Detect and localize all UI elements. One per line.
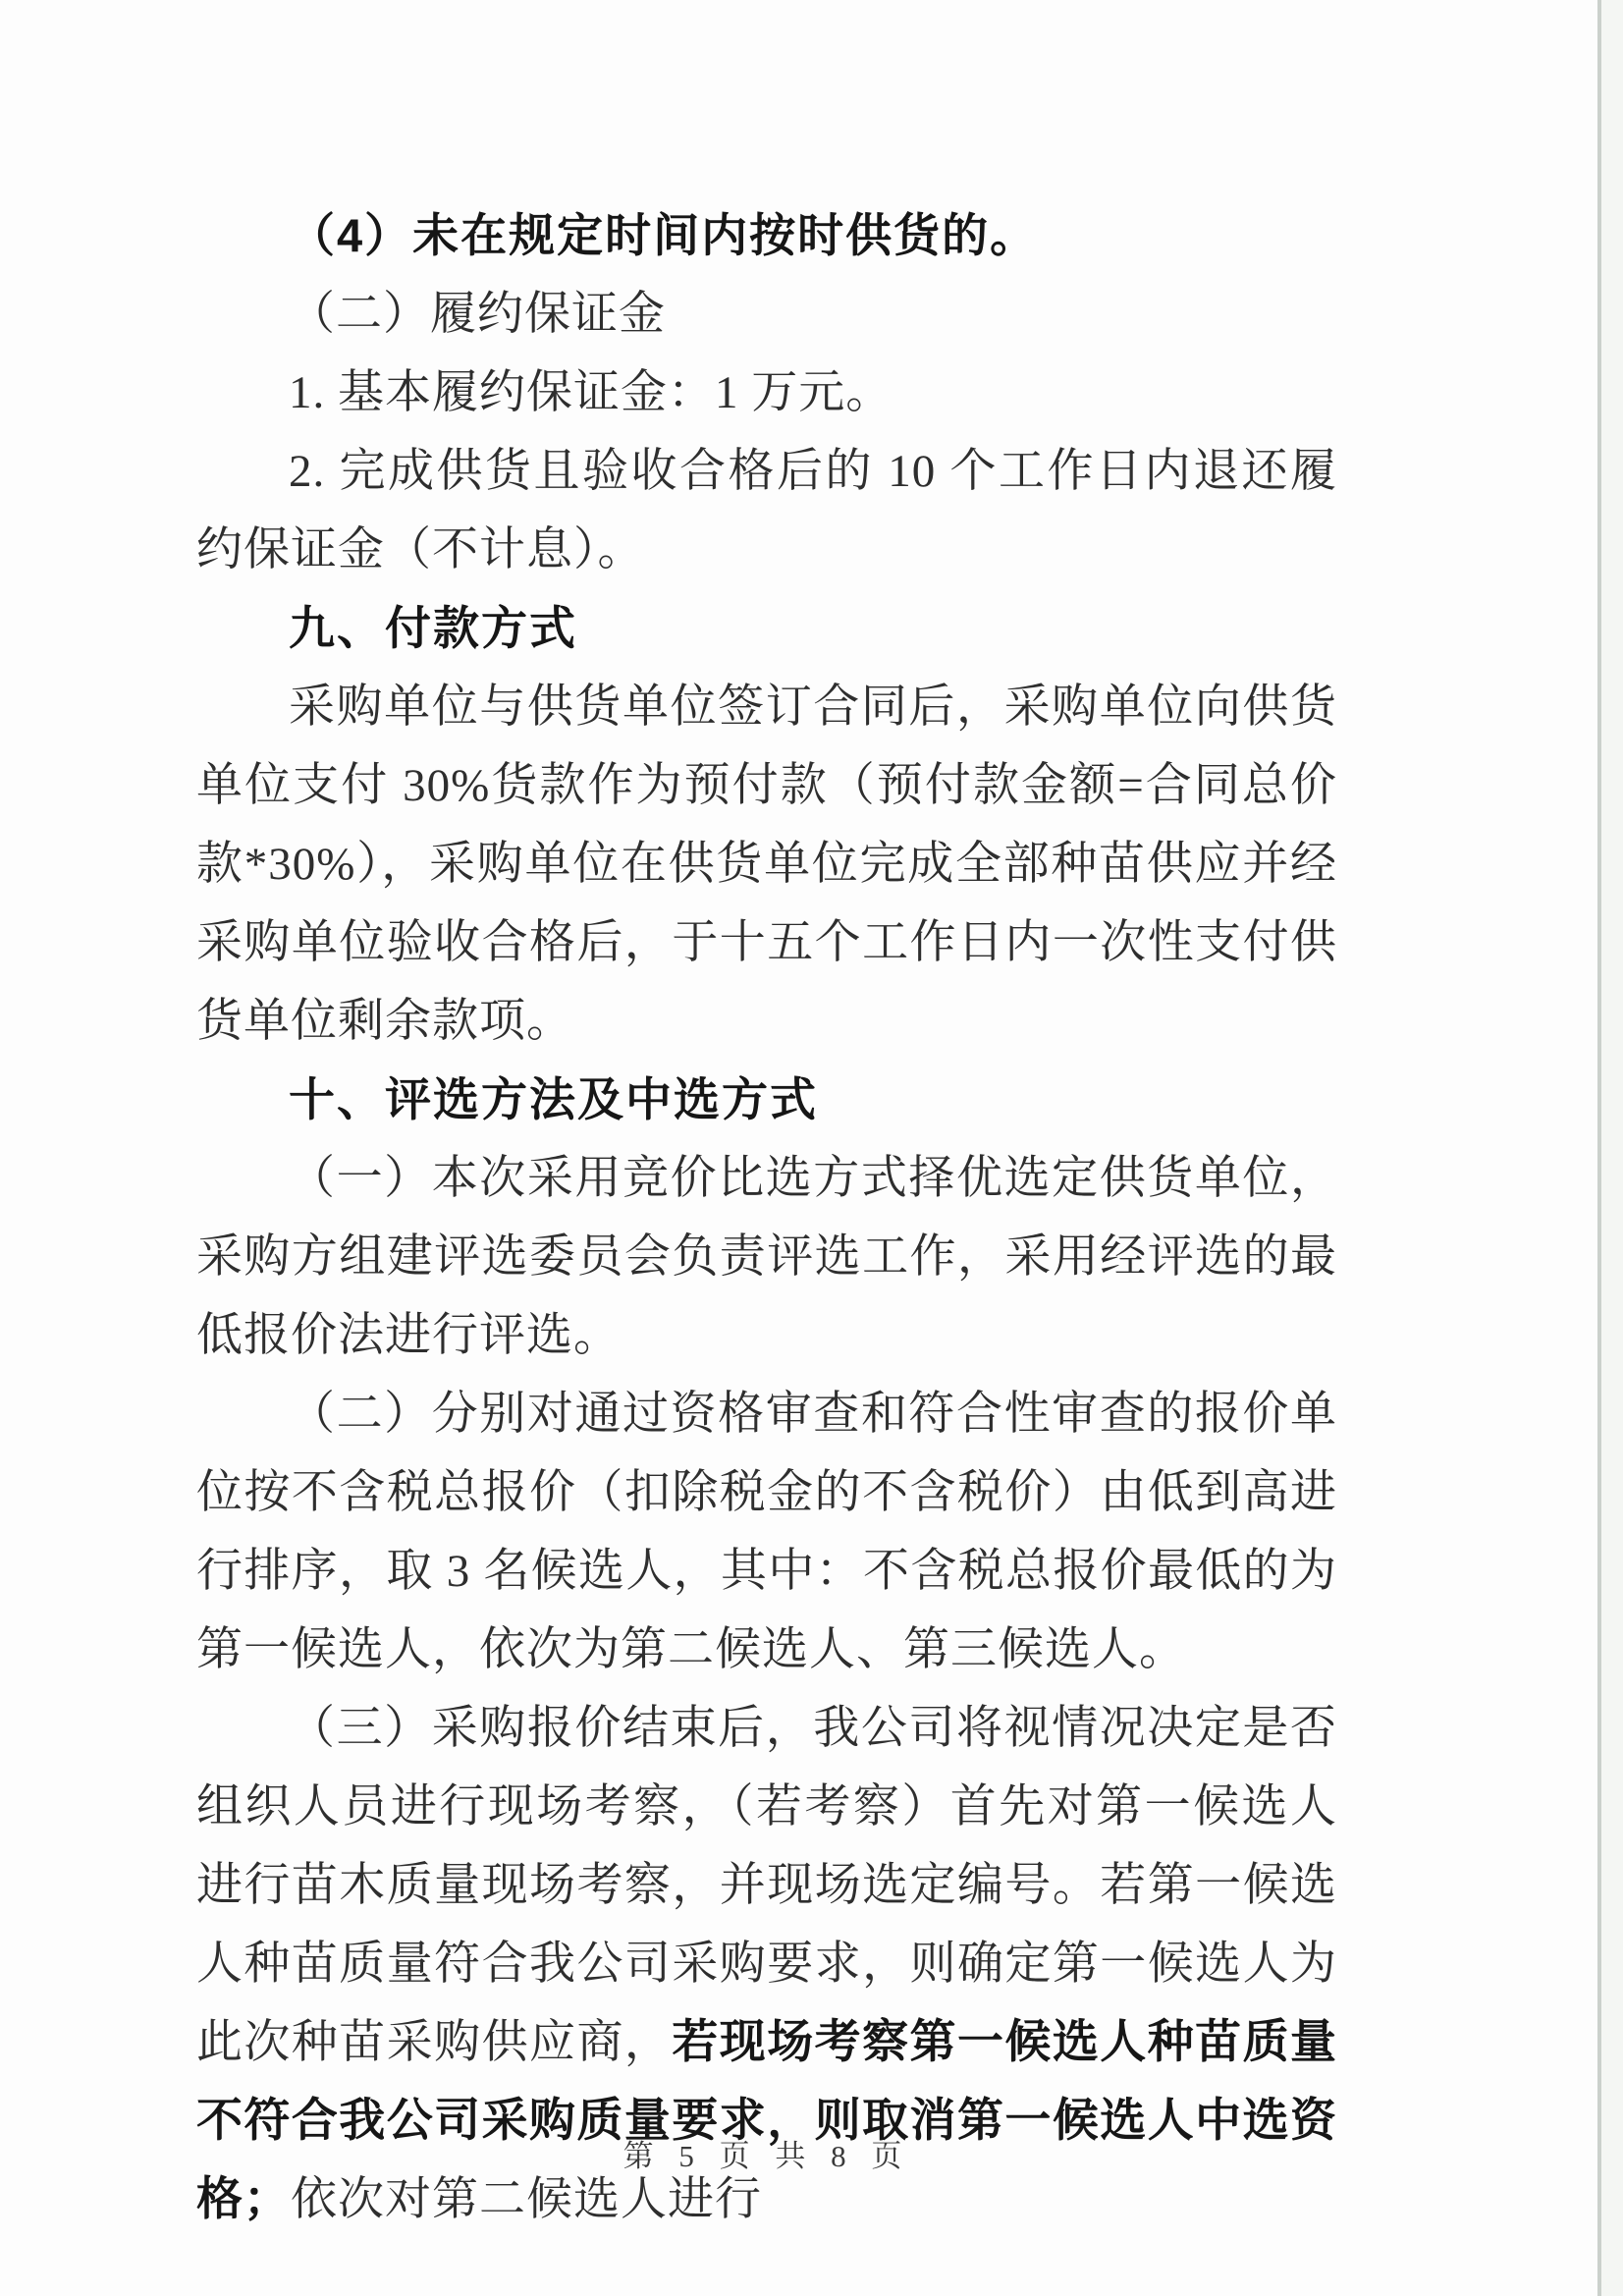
section-performance-bond-heading: （二）履约保证金	[289, 289, 666, 340]
document-body	[196, 196, 1337, 2239]
selection-clause-3-regular-post: 依次对第二候选人进行	[291, 2174, 762, 2225]
scan-edge-shading	[1601, 0, 1623, 2296]
scan-edge-line-artifact	[1597, 0, 1601, 2296]
clause-late-delivery: （4）未在规定时间内按时供货的。	[289, 209, 1039, 261]
selection-clause-2: （二）分别对通过资格审查和符合性审查的报价单位按不含税总报价（扣除税金的不含税价）由低到高进行排序，取 3 名候选人，其中：不含税总报价最低的为第一候选人，依次为第二候选人、第三候选人。	[196, 1389, 1337, 1675]
section-9-payment-heading: 九、付款方式	[289, 602, 577, 654]
page-number-label: 第 5 页 共 8 页	[622, 2139, 911, 2173]
selection-clause-3-bold-warning: 若现场考察第一候选人种苗质量不符合我公司采购质量要求，则取消第一候选人中选资格；	[196, 2017, 1338, 2225]
page-footer	[196, 2131, 1337, 2175]
bond-basic-amount: 1. 基本履约保证金：1 万元。	[289, 367, 893, 418]
payment-terms-paragraph: 采购单位与供货单位签订合同后，采购单位向供货单位支付 30%货款作为预付款（预付款金额=合同总价款*30%），采购单位在供货单位完成全部种苗供应并经采购单位验收合格后，于十五个工作日内一次性支付供货单位剩余款项。	[196, 682, 1337, 1047]
section-10-selection-heading: 十、评选方法及中选方式	[289, 1073, 818, 1125]
bond-refund-terms: 2. 完成供货且验收合格后的 10 个工作日内退还履约保证金（不计息）。	[196, 446, 1337, 575]
selection-clause-1: （一）本次采用竞价比选方式择优选定供货单位，采购方组建评选委员会负责评选工作，采用经评选的最低报价法进行评选。	[196, 1153, 1337, 1361]
selection-clause-3-regular-pre: （三）采购报价结束后，我公司将视情况决定是否组织人员进行现场考察，（若考察）首先对第一候选人进行苗木质量现场考察，并现场选定编号。若第一候选人种苗质量符合我公司采购要求，则确定第一候选人为此次种苗采购供应商，	[196, 1703, 1337, 2068]
